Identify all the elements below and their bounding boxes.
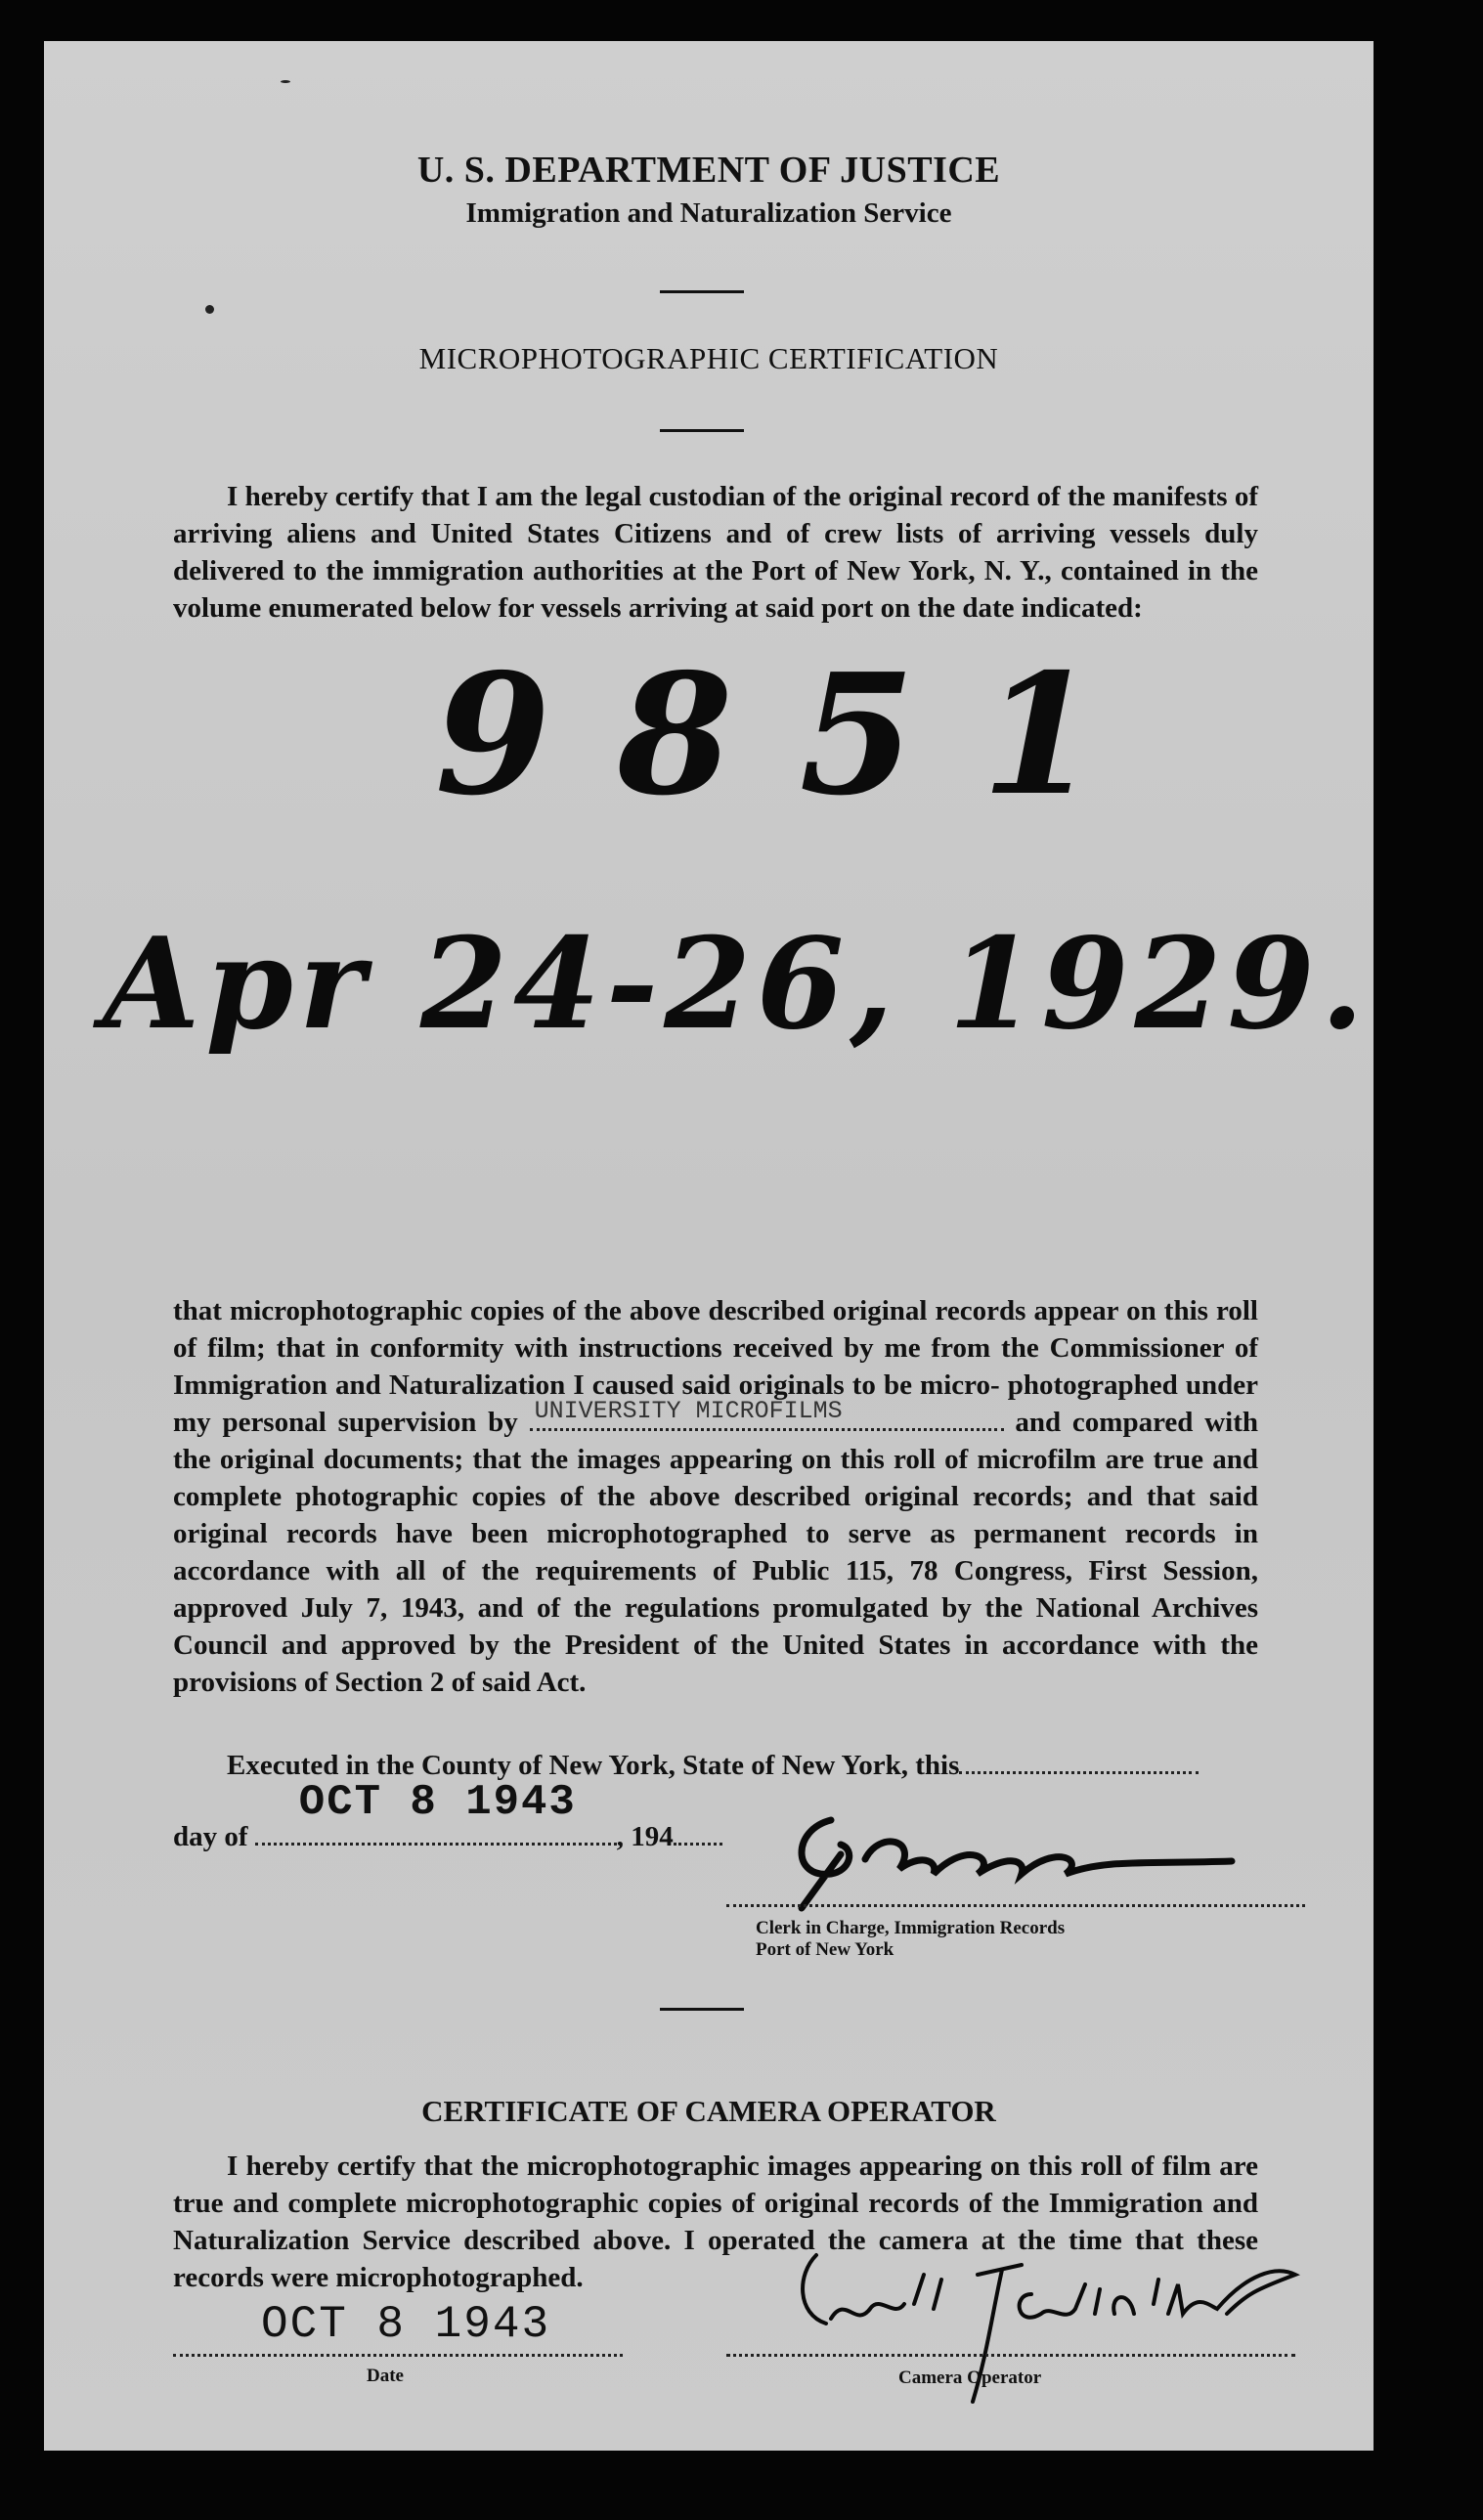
- clerk-signature: [772, 1801, 1300, 1918]
- operator-label: Camera Operator: [898, 2368, 1042, 2388]
- date-label: Date: [367, 2366, 404, 2386]
- service-subheading: Immigration and Naturalization Service: [465, 197, 952, 229]
- camera-operator-signature: [787, 2236, 1334, 2411]
- supervisor-typed: UNIVERSITY MICROFILMS: [534, 1397, 843, 1425]
- certification-title: MICROPHOTOGRAPHIC CERTIFICATION: [418, 341, 999, 375]
- clerk-title: Clerk in Charge, Immigration Records: [756, 1918, 1066, 1938]
- day-of-line: day of OCT 8 1943 , 194: [173, 1818, 1258, 1855]
- divider: [660, 290, 744, 293]
- clerk-location: Port of New York: [756, 1939, 894, 1960]
- camera-stamped-date: OCT 8 1943: [261, 2299, 551, 2350]
- body-paragraph: that microphotographic copies of the above described original records appear on this roll of film; that in conformity with instructions received by me from the Commissioner of Immigration and Naturalization I caused said originals to be micro- photographed under my personal supervision by UNIVERSITY MICROFILMS and compared with the original documents; that the images appearing on this roll of microfilm are true and complete photographic copies of the above described original records; and that said original records have been microphotographed to serve as permanent records in accordance with all of the requirements of Public 115, 78 Congress, First Session, approved July 7, 1943, and of the regulations promulgated by the National Archives Council and approved by the President of the United States in accordance with the provisions of Section 2 of said Act.: [173, 1295, 1259, 1698]
- handwritten-volume-number: 9851: [435, 637, 1164, 833]
- intro-paragraph: I hereby certify that I am the legal custodian of the original record of the manifests of arriving aliens and United States Citizens and of crew lists of arriving vessels duly delivered to the immigration authorities at the Port of New York, N. Y., contained in the volume enumerated below for vessels arriving at said port on the date indicated:: [173, 481, 1258, 624]
- camera-paragraph: I hereby certify that the microphotographic images appearing on this roll of film are true and complete microphotographic copies of original records of the Immigration and Naturalization Service described above. I operated the camera at the time that these records were microphotographed.: [173, 2151, 1258, 2293]
- execution-stamped-date: OCT 8 1943: [298, 1778, 577, 1827]
- divider: [660, 429, 744, 432]
- execution-line: Executed in the County of New York, State of New York, this: [173, 1747, 1258, 1784]
- department-heading: U. S. DEPARTMENT OF JUSTICE: [416, 150, 1001, 191]
- clerk-signature-line: [726, 1904, 1305, 1907]
- certificate-page: [44, 41, 1374, 2451]
- ink-speck: [281, 80, 290, 83]
- date-line: [173, 2354, 623, 2357]
- operator-line: [726, 2354, 1295, 2357]
- handwritten-date-range: Apr 24-26, 1929.: [103, 911, 1371, 1058]
- camera-certificate-title: CERTIFICATE OF CAMERA OPERATOR: [421, 2094, 996, 2128]
- ink-speck: [205, 305, 214, 314]
- divider: [660, 2008, 744, 2011]
